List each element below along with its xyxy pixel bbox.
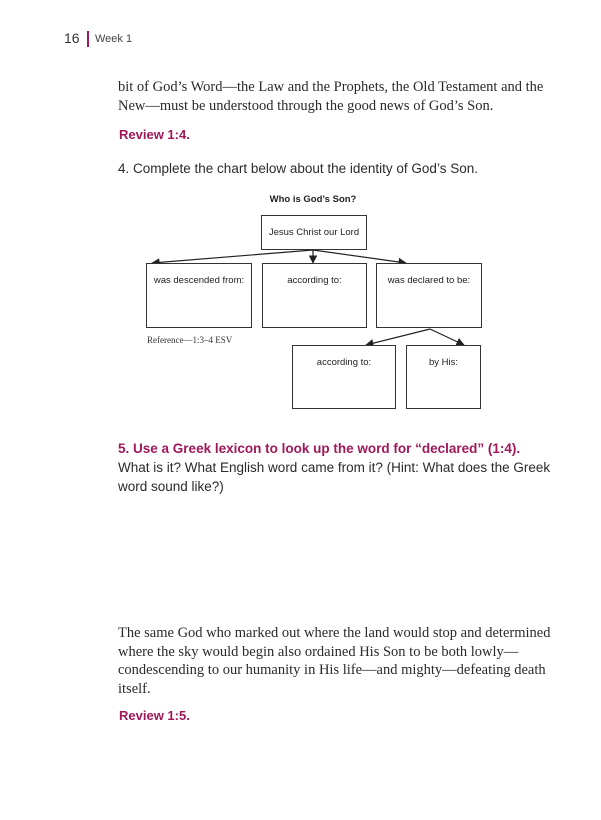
closing-paragraph — [118, 624, 551, 698]
chart-box-according[interactable] — [262, 263, 367, 328]
question-5 — [118, 439, 551, 496]
chart-box-according-2[interactable] — [292, 345, 396, 409]
question-5-highlight: Use a Greek lexicon to look up the word for “declared” (1:4). — [133, 441, 521, 456]
intro-line-1: bit of God’s Word—the Law and the Prophets, the Old Testament and the — [118, 79, 544, 95]
question-5-number: 5. — [118, 441, 130, 456]
section-title: Week 1 — [95, 33, 133, 45]
page-number: 16 — [64, 30, 80, 46]
closing-line-3: condescending to our humanity in His life—and mighty—defeating death — [118, 662, 546, 678]
review-heading-1-5: Review 1:5. — [119, 708, 190, 723]
arrow-to-by-his — [430, 329, 464, 345]
question-4: 4. Complete the chart below about the identity of God’s Son. — [118, 161, 478, 176]
closing-line-2: where the sky would begin also ordained His Son to be both lowly— — [118, 643, 519, 660]
chart-box-according-2-label: according to: — [316, 357, 372, 368]
chart-box-according-label: according to: — [287, 275, 342, 286]
review-heading-1-4: Review 1:4. — [119, 127, 190, 142]
arrow-to-according-2 — [366, 329, 430, 345]
closing-line-1: The same God who marked out where the land would stop and determined — [118, 625, 551, 641]
question-5-line-2: What is it? What English word came from it? (Hint: What does the Greek — [118, 460, 551, 475]
chart-reference: Reference—1:3–4 ESV — [147, 335, 233, 345]
chart-title: Who is God’s Son? — [269, 194, 357, 205]
chart-box-descended-label: was descended from: — [153, 275, 245, 286]
chart-box-descended[interactable] — [146, 263, 252, 328]
chart-box-by-his[interactable] — [406, 345, 481, 409]
chart-box-root-label: Jesus Christ our Lord — [268, 227, 360, 238]
chart-box-root — [261, 215, 367, 250]
question-5-line-3: word sound like?) — [118, 479, 224, 494]
chart-box-declared-label: was declared to be: — [387, 275, 471, 286]
arrow-to-descended — [152, 250, 313, 263]
chart-box-declared[interactable] — [376, 263, 482, 328]
arrow-to-declared — [313, 250, 406, 263]
closing-line-4: itself. — [118, 680, 151, 697]
question-5-line-1 — [118, 439, 521, 458]
chart-box-by-his-label: by His: — [428, 357, 459, 368]
intro-line-2: New—must be understood through the good news of God’s Son. — [118, 97, 494, 114]
